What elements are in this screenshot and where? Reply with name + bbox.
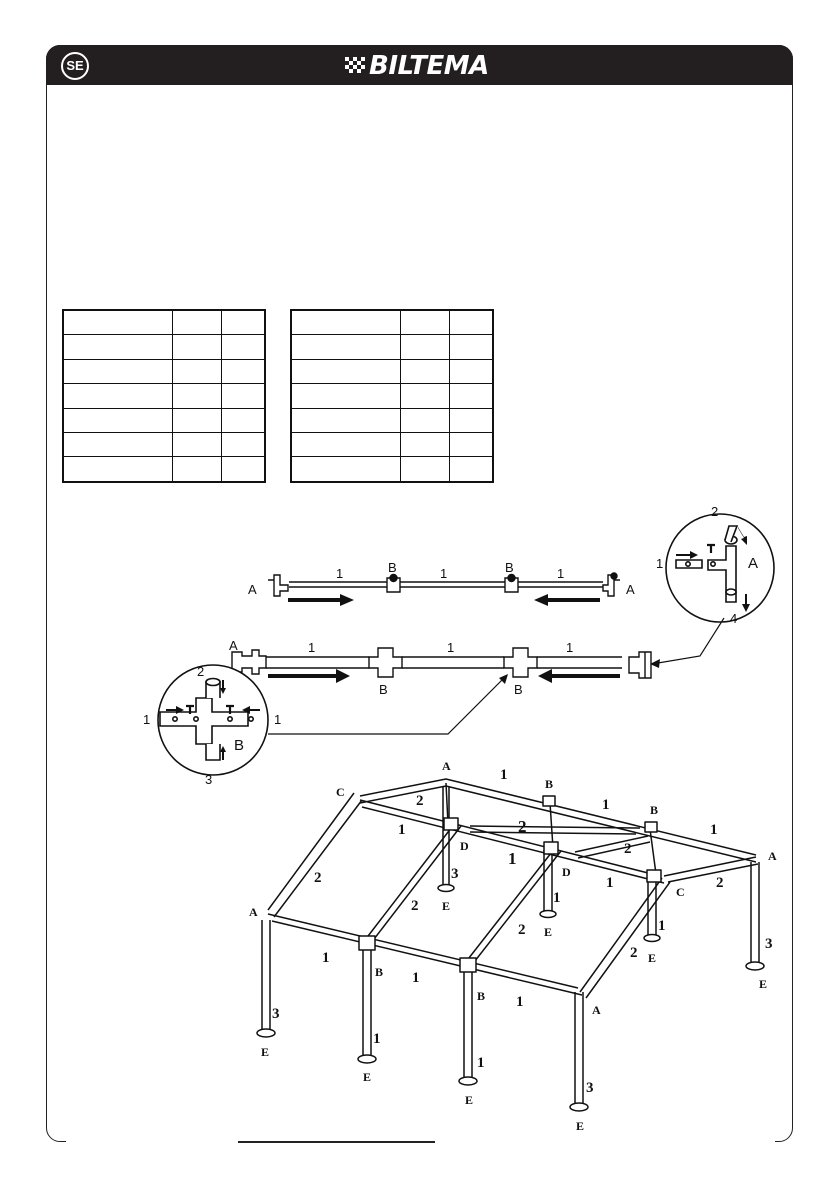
b-cross-2 bbox=[504, 648, 537, 677]
frame-num-leg1d: 1 bbox=[658, 918, 666, 934]
frame-label-e8: E bbox=[759, 977, 768, 991]
frame-num-r2a: 2 bbox=[416, 793, 424, 809]
frame-num-leg1b: 1 bbox=[477, 1055, 485, 1071]
frame-num-r2c: 2 bbox=[624, 841, 632, 857]
frame-label-a-right: A bbox=[768, 849, 777, 863]
frame-num-leg3a: 3 bbox=[272, 1006, 280, 1022]
frame-label-d2: D bbox=[562, 865, 571, 879]
row2-label-b1: B bbox=[379, 682, 388, 697]
frame-num-leg1c: 1 bbox=[553, 890, 561, 906]
row2-label-b2: B bbox=[514, 682, 523, 697]
frame-num-roof2c: 2 bbox=[518, 922, 526, 938]
detail-a-label-top: 2 bbox=[711, 504, 719, 519]
footer-gap-right bbox=[435, 1137, 775, 1147]
frame-num-front1c: 1 bbox=[516, 994, 524, 1010]
detail-b bbox=[158, 665, 268, 775]
frame-num-front1b: 1 bbox=[412, 970, 420, 986]
frame-label-c-right: C bbox=[676, 885, 685, 899]
detail-b-label-top: 2 bbox=[197, 664, 205, 679]
row1-label-seg3: 1 bbox=[557, 566, 565, 581]
frame-label-c-left: C bbox=[336, 785, 345, 799]
row1-label-seg1: 1 bbox=[336, 566, 344, 581]
row2-label-seg1: 1 bbox=[308, 640, 316, 655]
assembly-row-2 bbox=[232, 648, 651, 678]
detail-b-label-bottom: 3 bbox=[205, 772, 213, 787]
frame-num-front1a: 1 bbox=[322, 950, 330, 966]
frame-num-t1a: 1 bbox=[500, 767, 508, 783]
frame-label-b-top1: B bbox=[545, 777, 554, 791]
frame-label-d1: D bbox=[460, 839, 469, 853]
frame-num-m1c: 1 bbox=[606, 875, 614, 891]
a-connector-large-right bbox=[629, 652, 651, 678]
row1-label-seg2: 1 bbox=[440, 566, 448, 581]
frame-num-m1b: 1 bbox=[508, 849, 517, 868]
tent-frame bbox=[257, 779, 764, 1111]
detail-b-label-letter: B bbox=[234, 737, 245, 754]
row2-label-a-left: A bbox=[229, 638, 238, 653]
arrows-row-2 bbox=[268, 669, 620, 683]
row2-label-seg3: 1 bbox=[566, 640, 574, 655]
frame-label-a-front: A bbox=[592, 1003, 601, 1017]
frame-num-leg3b: 3 bbox=[586, 1080, 594, 1096]
detail-b-label-left: 1 bbox=[143, 712, 151, 727]
a-connector-left bbox=[268, 575, 288, 596]
language-badge: SE bbox=[61, 52, 89, 80]
frame-num-roof2b: 2 bbox=[411, 898, 419, 914]
frame-num-t1c: 1 bbox=[710, 822, 718, 838]
detail-a-label-left: 1 bbox=[656, 556, 664, 571]
row1-label-b2: B bbox=[505, 560, 514, 575]
detail-a-label-bottom: 4 bbox=[730, 611, 738, 626]
frame-label-b-top2: B bbox=[650, 803, 659, 817]
frame-label-e5: E bbox=[442, 899, 451, 913]
frame-label-a-back: A bbox=[442, 759, 451, 773]
frame-num-roof2d: 2 bbox=[630, 945, 638, 961]
frame-label-a-left: A bbox=[249, 905, 258, 919]
frame-label-e6: E bbox=[544, 925, 553, 939]
row1-label-a-left: A bbox=[248, 582, 257, 597]
footer-rule bbox=[238, 1141, 435, 1143]
footer-gap-left bbox=[66, 1137, 238, 1147]
frame-num-t1b: 1 bbox=[602, 797, 610, 813]
frame-num-roof2a: 2 bbox=[314, 870, 322, 886]
frame-label-b-front2: B bbox=[477, 989, 486, 1003]
detail-b-label-right: 1 bbox=[274, 712, 282, 727]
frame-num-leg3d: 3 bbox=[765, 936, 773, 952]
arrows-row-1 bbox=[288, 594, 600, 606]
frame-label-e3: E bbox=[465, 1093, 474, 1107]
frame-label-e1: E bbox=[261, 1045, 270, 1059]
frame-num-r2d: 2 bbox=[716, 875, 724, 891]
frame-label-e2: E bbox=[363, 1070, 372, 1084]
frame-num-r2b: 2 bbox=[518, 817, 527, 836]
row1-label-b1: B bbox=[388, 560, 397, 575]
frame-label-b-front1: B bbox=[375, 965, 384, 979]
frame-num-m1a: 1 bbox=[398, 822, 406, 838]
detail-a-label-letter: A bbox=[748, 555, 759, 572]
frame-num-leg1a: 1 bbox=[373, 1031, 381, 1047]
b-cross-1 bbox=[369, 648, 402, 677]
frame-label-e7: E bbox=[648, 951, 657, 965]
frame-num-leg3c: 3 bbox=[451, 866, 459, 882]
row1-label-a-right: A bbox=[626, 582, 635, 597]
row2-label-seg2: 1 bbox=[447, 640, 455, 655]
brand-name: BILTEMA bbox=[369, 51, 489, 81]
frame-label-e4: E bbox=[576, 1119, 585, 1133]
